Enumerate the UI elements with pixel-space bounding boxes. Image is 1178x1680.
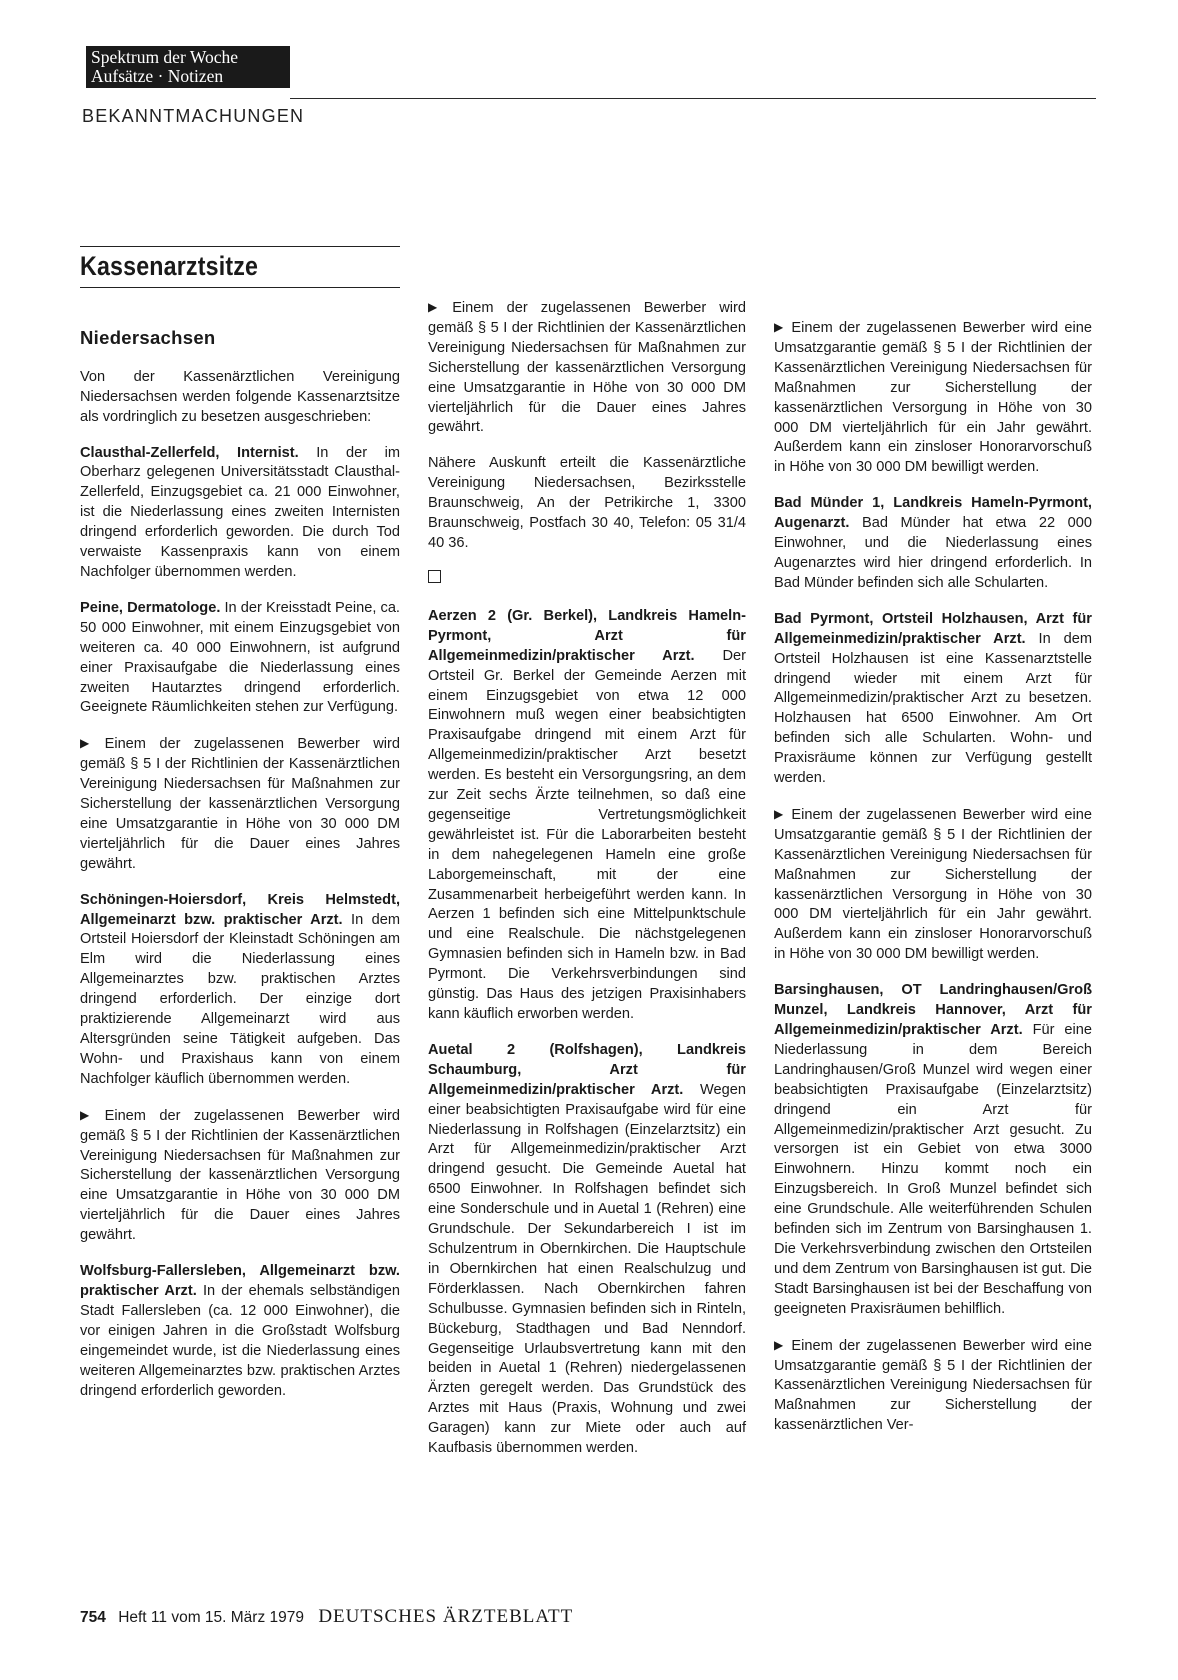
entry-heading: Clausthal-Zellerfeld, Internist. xyxy=(80,444,299,461)
section-header-box xyxy=(86,46,290,88)
entry-barsinghausen xyxy=(774,981,1092,1319)
magazine-name: DEUTSCHES ÄRZTEBLATT xyxy=(318,1606,574,1627)
guarantee-text: Einem der zugelassenen Bewerber wird eine Umsatzgarantie gemäß § 5 I der Richtlinien der Kassenärztlichen Vereinigung Niedersachsen für Maßnahmen zur Sicherstellung der kassenärztlichen Ver- xyxy=(774,1337,1092,1434)
title-rule-top xyxy=(80,246,400,247)
entry-peine xyxy=(80,599,400,718)
guarantee-text: Einem der zugelassenen Bewerber wird eine Umsatzgarantie gemäß § 5 I der Richtlinien der Kassenärztlichen Vereinigung Niedersachsen für Maßnahmen zur Sicherstellung der kassenärztlichen Versorgung in Höhe von 30 000 DM vierteljährlich für ein Jahr gewährt. Außerdem kann ein zinsloser Honorarvorschuß in Höhe von 30 000 DM bewilligt werden. xyxy=(774,320,1092,476)
column-2 xyxy=(428,246,746,1475)
entry-heading: Wolfsburg-Fallersleben, Allgemeinarzt bzw. praktischer Arzt. xyxy=(80,1263,400,1299)
entry-clausthal xyxy=(80,444,400,583)
entry-wolfsburg xyxy=(80,1262,400,1401)
entry-body: Wegen einer beabsichtigten Praxisaufgabe wird für eine Niederlassung in Rolfshagen (Einzelarztsitz) ein Arzt für Allgemeinmedizin/praktischer Arzt dringend gesucht. Die Gemeinde Auetal hat 6500 Einwohner. In Rolfshagen befindet sich eine Sonderschule und in Auetal 1 (Rehren) eine Grundschule. Der Sekundarbereich I ist im Schulzentrum in Obernkirchen. Die Hauptschule in Obernkirchen hat einen Realschulzug und Förderklassen. Nach Obernkirchen fahren Schulbusse. Gymnasien befinden sich in Rinteln, Bückeburg, Stadthagen und Bad Nenndorf. Gegenseitige Urlaubsvertretung kann mit den beiden in Auetal 1 (Rehren) niedergelassenen Ärzten geregelt werden. Das Grundstück des Arztes mit Haus (Praxis, Wohnung und zwei Garagen) kann zur Miete oder auch auf Kaufbasis übernommen werden. xyxy=(428,1081,746,1457)
guarantee-paragraph xyxy=(80,734,400,874)
entry-body: In der im Oberharz gelegenen Universitätsstadt Clausthal-Zellerfeld, Einzugsgebiet ca. 21 000 Einwohner, ist die Niederlassung eines zweiten Internisten dringend erforderlich geworden. Die durch Tod verwaiste Kassenpraxis kann von einem Nachfolger übernommen werden. xyxy=(80,444,400,580)
triangle-right-icon: ▶ xyxy=(80,736,99,751)
entry-heading: Barsinghausen, OT Landringhausen/Groß Munzel, Landkreis Hannover, Arzt für Allgemeinmedizin/praktischer Arzt. xyxy=(774,982,1092,1038)
guarantee-text: Einem der zugelassenen Bewerber wird gemäß § 5 I der Richtlinien der Kassenärztlichen Vereinigung Niedersachsen für Maßnahmen zur Sicherstellung der kassenärztlichen Versorgung eine Umsatzgarantie in Höhe von 30 000 DM vierteljährlich für die Dauer eines Jahres gewährt. xyxy=(428,300,746,436)
triangle-right-icon: ▶ xyxy=(428,300,447,314)
header-line-1: Spektrum der Woche xyxy=(91,47,238,67)
entry-body: Der Ortsteil Gr. Berkel der Gemeinde Aerzen mit einem Einzugsgebiet von etwa 12 000 Einwohnern muß wegen einer beabsichtigten Praxisaufgabe dringend mit einem Arzt für Allgemeinmedizin/praktischer Arzt besetzt werden. Es besteht ein Versorgungsring, an dem zur Zeit sechs Ärzte teilnehmen, so daß eine gegenseitige Vertretungsmöglichkeit gewährleistet ist. Für die Laborarbeiten besteht in dem nahegelegenen Hameln eine große Laborgemeinschaft, mit der eine Zusammenarbeit herbeigeführt werden kann. In Aerzen 1 befinden sich eine Mittelpunktschule und eine Realschule. Die nächstgelegenen Gymnasien befinden sich in Hameln bzw. in Bad Pyrmont. Die Verkehrsverbindungen sind günstig. Das Haus des jetzigen Praxisinhabers kann käuflich erworben werden. xyxy=(428,647,746,1022)
region-heading: Niedersachsen xyxy=(80,326,216,348)
entry-body: In dem Ortsteil Hoiersdorf der Kleinstadt Schöningen am Elm wird die Niederlassung eines Allgemeinarztes bzw. praktischen Arztes dringend erforderlich. Der einzige dort praktizierende Allgemeinarzt wird aus Altersgründen seine Tätigkeit aufgeben. Das Wohn- und Praxishaus kann von einem Nachfolger käuflich übernommen werden. xyxy=(80,911,400,1087)
entry-aerzen xyxy=(428,607,746,1025)
entry-bad-muender xyxy=(774,494,1092,594)
triangle-right-icon: ▶ xyxy=(774,320,786,334)
issue-info: Heft 11 vom 15. März 1979 xyxy=(118,1609,304,1626)
entry-heading: Bad Münder 1, Landkreis Hameln-Pyrmont, Augenarzt. xyxy=(774,495,1092,532)
entry-body: In der ehemals selbständigen Stadt Fallersleben (ca. 12 000 Einwohner), die vor einigen Jahren in die Großstadt Wolfsburg eingemeindet wurde, ist die Niederlassung eines weiteren Allgemeinarztes bzw. praktischen Arztes dringend erforderlich geworden. xyxy=(80,1282,400,1399)
triangle-right-icon: ▶ xyxy=(774,806,786,821)
entry-body: In dem Ortsteil Holzhausen ist eine Kassenarztstelle dringend wieder mit einem Arzt für Allgemeinmedizin/praktischer Arzt zu besetzen. Holzhausen hat 6500 Einwohner. Am Ort befinden sich alle Schularten. Wohn- und Praxisräume können zur Verfügung gestellt werden. xyxy=(774,630,1093,787)
contact-paragraph: Nähere Auskunft erteilt die Kassenärztliche Vereinigung Niedersachsen, Bezirksstelle Braunschweig, An der Petrikirche 1, 3300 Braunschweig, Postfach 30 40, Telefon: 05 31/4 40 36. xyxy=(428,455,746,551)
title-rule-bottom xyxy=(80,287,400,288)
entry-heading: Peine, Dermatologe. xyxy=(80,599,221,616)
header-rule xyxy=(290,98,1096,99)
header-line-2: Aufsätze · Notizen xyxy=(91,66,224,86)
guarantee-paragraph xyxy=(80,1106,400,1246)
guarantee-text: Einem der zugelassenen Bewerber wird eine Umsatzgarantie gemäß § 5 I der Richtlinien der Kassenärztlichen Vereinigung Niedersachsen für Maßnahmen zur Sicherstellung der kassenärztlichen Versorgung in Höhe von 30 000 DM vierteljährlich für ein Jahr gewährt. Außerdem kann ein zinsloser Honorarvorschuß in Höhe von 30 000 DM bewilligt werden. xyxy=(774,806,1092,963)
entry-schoeningen xyxy=(80,891,400,1090)
guarantee-paragraph xyxy=(774,805,1092,965)
entry-body: Bad Münder hat etwa 22 000 Einwohner, und die Niederlassung eines Augenarztes wird hier dringend erforderlich. In Bad Münder befinden sich alle Schularten. xyxy=(774,515,1092,591)
entry-bad-pyrmont xyxy=(774,610,1092,789)
guarantee-text: Einem der zugelassenen Bewerber wird gemäß § 5 I der Richtlinien der Kassenärztlichen Vereinigung Niedersachsen für Maßnahmen zur Sicherstellung der kassenärztlichen Versorgung eine Umsatzgarantie in Höhe von 30 000 DM vierteljährlich für die Dauer eines Jahres gewährt. xyxy=(80,736,400,872)
triangle-right-icon: ▶ xyxy=(80,1107,99,1122)
page-footer xyxy=(80,1606,573,1628)
section-label: BEKANNTMACHUNGEN xyxy=(82,106,305,126)
guarantee-text: Einem der zugelassenen Bewerber wird gemäß § 5 I der Richtlinien der Kassenärztlichen Vereinigung Niedersachsen für Maßnahmen zur Sicherstellung der kassenärztlichen Versorgung eine Umsatzgarantie in Höhe von 30 000 DM vierteljährlich für die Dauer eines Jahres gewährt. xyxy=(80,1107,400,1244)
entry-body: Für eine Niederlassung in dem Bereich Landringhausen/Groß Munzel wird wegen einer beabsichtigten Praxisaufgabe (Einzelarztsitz) dringend ein Arzt für Allgemeinmedizin/praktischer Arzt gesucht. Zu versorgen ist ein Gebiet von etwa 3000 Einwohnern. Hinzu kommt noch ein Einzugsbereich. In Groß Munzel befindet sich eine Grundschule. Alle weiterführenden Schulen befinden sich im Zentrum von Barsinghausen 1. Die Verkehrsverbindung zwischen den Ortsteilen und dem Zentrum von Barsinghausen ist gut. Die Stadt Barsinghausen ist bei der Beschaffung von geeigneten Praxisräumen behilflich. xyxy=(774,1022,1092,1317)
article-title: Kassenarztsitze xyxy=(80,251,259,281)
triangle-right-icon: ▶ xyxy=(774,1337,786,1352)
guarantee-paragraph xyxy=(774,318,1092,478)
guarantee-paragraph xyxy=(428,298,746,438)
entry-heading: Schöningen-Hoiersdorf, Kreis Helmstedt, Allgemeinarzt bzw. praktischer Arzt. xyxy=(80,891,400,928)
entry-auetal xyxy=(428,1041,746,1459)
page-number: 754 xyxy=(80,1609,106,1626)
entry-heading: Aerzen 2 (Gr. Berkel), Landkreis Hameln-Pyrmont, Arzt für Allgemeinmedizin/praktischer Arzt. xyxy=(428,607,746,664)
entry-body: In der Kreisstadt Peine, ca. 50 000 Einwohner, mit einem Einzugsgebiet von weiteren ca. 40 000 Einwohnern, ist aufgrund einer Praxisaufgabe die Niederlassung eines zweiten Hautarztes dringend erforderlich. Geeignete Räumlichkeiten stehen zur Verfügung. xyxy=(80,599,400,716)
entry-heading: Auetal 2 (Rolfshagen), Landkreis Schaumburg, Arzt für Allgemeinmedizin/praktischer Arzt. xyxy=(428,1041,746,1098)
entry-heading: Bad Pyrmont, Ortsteil Holzhausen, Arzt für Allgemeinmedizin/praktischer Arzt. xyxy=(774,610,1092,647)
guarantee-paragraph xyxy=(774,1336,1092,1437)
end-square-icon xyxy=(428,570,441,583)
column-3 xyxy=(774,246,1092,1452)
intro-paragraph: Von der Kassenärztlichen Vereinigung Niedersachsen werden folgende Kassenarztsitze als vordringlich zu besetzen ausgeschrieben: xyxy=(80,368,400,425)
column-1 xyxy=(80,246,400,1417)
